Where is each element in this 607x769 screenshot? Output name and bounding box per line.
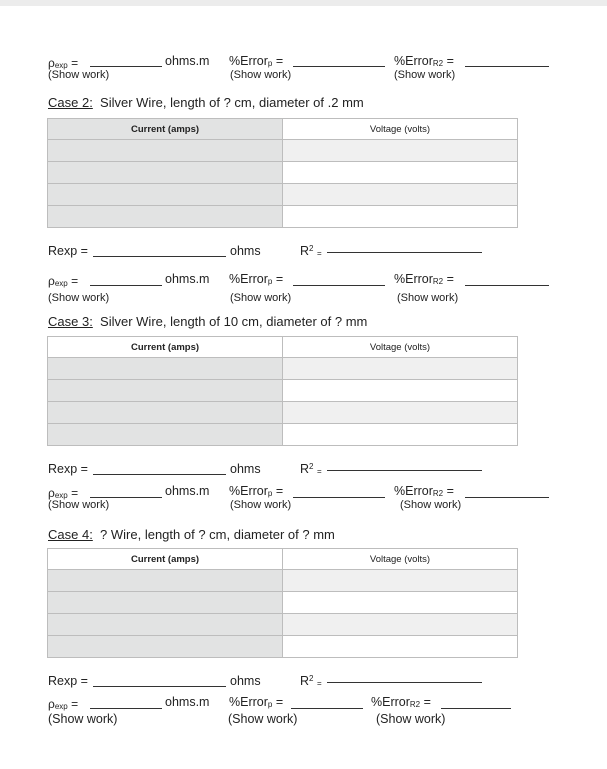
voltage-cell[interactable] bbox=[283, 614, 518, 636]
current-cell[interactable] bbox=[48, 140, 283, 162]
rho-exp-blank[interactable] bbox=[90, 497, 162, 498]
current-cell[interactable] bbox=[48, 162, 283, 184]
voltage-cell[interactable] bbox=[283, 206, 518, 228]
table-row bbox=[48, 140, 518, 162]
rho-exp-label: $\rho_{exp}$ = bbox=[48, 274, 79, 288]
case-2-heading bbox=[48, 95, 364, 110]
error-p-label: %Errorp = bbox=[229, 695, 284, 709]
table-row bbox=[48, 592, 518, 614]
case-3-heading bbox=[48, 314, 367, 329]
r2-blank[interactable] bbox=[327, 470, 482, 471]
error-r2-blank[interactable] bbox=[465, 66, 549, 67]
show-work-label: (Show work) bbox=[228, 712, 298, 726]
ohms-m-unit: ohms.m bbox=[165, 695, 210, 709]
rexp-blank[interactable] bbox=[93, 256, 226, 257]
current-cell[interactable] bbox=[48, 636, 283, 658]
error-r2-label: %ErrorR2 = bbox=[394, 484, 454, 498]
r2-label: $R^2$ = bbox=[300, 674, 322, 688]
voltage-header: Voltage (volts) bbox=[283, 549, 518, 570]
table-header-row bbox=[48, 337, 518, 358]
case-4-data-table bbox=[47, 548, 518, 658]
case-2-data-table bbox=[47, 118, 518, 228]
voltage-cell[interactable] bbox=[283, 140, 518, 162]
ohms-m-unit: ohms.m bbox=[165, 484, 210, 498]
voltage-header: Voltage (volts) bbox=[283, 337, 518, 358]
case-description: Silver Wire, length of 10 cm, diameter of ? mm bbox=[100, 314, 368, 329]
voltage-cell[interactable] bbox=[283, 184, 518, 206]
case-4-heading bbox=[48, 527, 335, 542]
rexp-blank[interactable] bbox=[93, 474, 226, 475]
ohms-m-unit: ohms.m bbox=[165, 54, 210, 68]
error-p-label: %Errorp = bbox=[229, 54, 284, 68]
show-work-label: (Show work) bbox=[397, 292, 459, 304]
show-work-label: (Show work) bbox=[48, 69, 110, 81]
table-row bbox=[48, 424, 518, 446]
current-cell[interactable] bbox=[48, 402, 283, 424]
rexp-label: Rexp = bbox=[48, 674, 88, 688]
show-work-label: (Show work) bbox=[230, 499, 292, 511]
current-cell[interactable] bbox=[48, 358, 283, 380]
voltage-header: Voltage (volts) bbox=[283, 119, 518, 140]
show-work-label: (Show work) bbox=[230, 292, 292, 304]
rho-exp-blank[interactable] bbox=[90, 285, 162, 286]
voltage-cell[interactable] bbox=[283, 402, 518, 424]
r2-label: $R^2$ = bbox=[300, 244, 322, 258]
ohms-unit: ohms bbox=[230, 674, 261, 688]
voltage-cell[interactable] bbox=[283, 570, 518, 592]
error-p-blank[interactable] bbox=[293, 285, 385, 286]
voltage-cell[interactable] bbox=[283, 592, 518, 614]
rexp-blank[interactable] bbox=[93, 686, 226, 687]
table-row bbox=[48, 206, 518, 228]
rho-exp-label: $\rho_{exp}$ = bbox=[48, 56, 79, 70]
show-work-label: (Show work) bbox=[376, 712, 446, 726]
current-header: Current (amps) bbox=[48, 337, 283, 358]
rho-exp-label: $\rho_{exp}$ = bbox=[48, 486, 79, 500]
error-r2-blank[interactable] bbox=[465, 285, 549, 286]
case-label: Case 4: bbox=[48, 527, 93, 542]
rho-exp-label: $\rho_{exp}$ = bbox=[48, 697, 79, 711]
error-p-blank[interactable] bbox=[291, 708, 363, 709]
error-p-label: %Errorp = bbox=[229, 484, 284, 498]
table-row bbox=[48, 162, 518, 184]
error-r2-blank[interactable] bbox=[465, 497, 549, 498]
current-cell[interactable] bbox=[48, 424, 283, 446]
table-row bbox=[48, 380, 518, 402]
top-bar bbox=[0, 0, 607, 6]
show-work-label: (Show work) bbox=[48, 499, 110, 511]
current-cell[interactable] bbox=[48, 380, 283, 402]
show-work-label: (Show work) bbox=[400, 499, 462, 511]
show-work-label: (Show work) bbox=[394, 69, 456, 81]
r2-label: $R^2$ = bbox=[300, 462, 322, 476]
current-cell[interactable] bbox=[48, 570, 283, 592]
current-header: Current (amps) bbox=[48, 119, 283, 140]
rho-exp-blank[interactable] bbox=[90, 708, 162, 709]
current-cell[interactable] bbox=[48, 206, 283, 228]
error-p-label: %Errorp = bbox=[229, 272, 284, 286]
current-cell[interactable] bbox=[48, 592, 283, 614]
error-r2-blank[interactable] bbox=[441, 708, 511, 709]
case-label: Case 2: bbox=[48, 95, 93, 110]
case-label: Case 3: bbox=[48, 314, 93, 329]
error-r2-label: %ErrorR2 = bbox=[394, 54, 454, 68]
table-header-row bbox=[48, 119, 518, 140]
voltage-cell[interactable] bbox=[283, 424, 518, 446]
case-3-data-table bbox=[47, 336, 518, 446]
ohms-unit: ohms bbox=[230, 462, 261, 476]
table-row bbox=[48, 570, 518, 592]
current-cell[interactable] bbox=[48, 184, 283, 206]
table-row bbox=[48, 636, 518, 658]
voltage-cell[interactable] bbox=[283, 636, 518, 658]
error-r2-label: %ErrorR2 = bbox=[371, 695, 431, 709]
error-p-blank[interactable] bbox=[293, 66, 385, 67]
voltage-cell[interactable] bbox=[283, 162, 518, 184]
r2-blank[interactable] bbox=[327, 252, 482, 253]
case-description: Silver Wire, length of ? cm, diameter of .2 mm bbox=[100, 95, 364, 110]
error-r2-label: %ErrorR2 = bbox=[394, 272, 454, 286]
show-work-label: (Show work) bbox=[230, 69, 292, 81]
case-description: ? Wire, length of ? cm, diameter of ? mm bbox=[100, 527, 335, 542]
rexp-label: Rexp = bbox=[48, 244, 88, 258]
r2-blank[interactable] bbox=[327, 682, 482, 683]
voltage-cell[interactable] bbox=[283, 358, 518, 380]
table-row bbox=[48, 614, 518, 636]
table-header-row bbox=[48, 549, 518, 570]
show-work-label: (Show work) bbox=[48, 292, 110, 304]
current-header: Current (amps) bbox=[48, 549, 283, 570]
current-cell[interactable] bbox=[48, 614, 283, 636]
table-row bbox=[48, 358, 518, 380]
voltage-cell[interactable] bbox=[283, 380, 518, 402]
table-row bbox=[48, 402, 518, 424]
ohms-m-unit: ohms.m bbox=[165, 272, 210, 286]
rexp-label: Rexp = bbox=[48, 462, 88, 476]
show-work-label: (Show work) bbox=[48, 712, 118, 726]
ohms-unit: ohms bbox=[230, 244, 261, 258]
rho-exp-blank[interactable] bbox=[90, 66, 162, 67]
error-p-blank[interactable] bbox=[293, 497, 385, 498]
table-row bbox=[48, 184, 518, 206]
